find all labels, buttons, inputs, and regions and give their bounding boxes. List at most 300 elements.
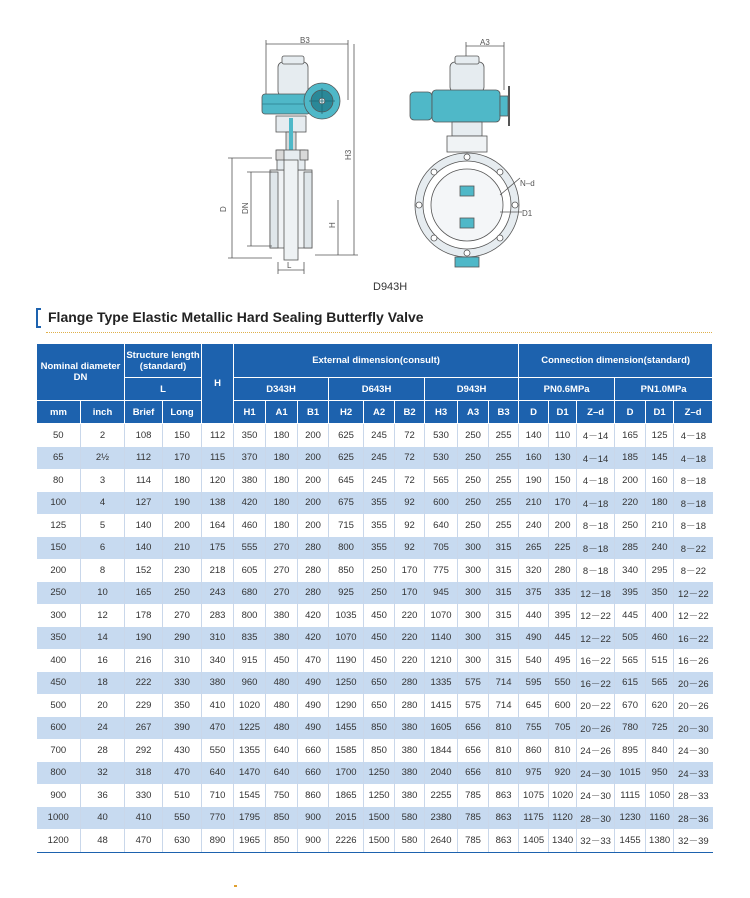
table-cell: 380 [266, 627, 298, 650]
table-cell: 1500 [364, 829, 395, 852]
table-cell: 24－33 [674, 762, 713, 785]
table-cell: 200 [298, 447, 329, 470]
table-cell: 4 [81, 492, 125, 515]
table-cell: 24－26 [577, 739, 615, 762]
table-cell: 170 [395, 559, 425, 582]
table-cell: 160 [519, 447, 549, 470]
table-cell: 12－22 [577, 604, 615, 627]
table-cell: 145 [646, 447, 674, 470]
table-cell: 530 [425, 424, 458, 447]
table-cell: 250 [37, 582, 81, 605]
table-cell: 315 [489, 582, 519, 605]
table-cell: 16－26 [674, 649, 713, 672]
table-cell: 850 [266, 807, 298, 830]
table-cell: 164 [202, 514, 234, 537]
table-cell: 945 [425, 582, 458, 605]
header-pn06: PN0.6MPa [519, 378, 615, 401]
table-cell: 315 [489, 627, 519, 650]
table-cell: 280 [395, 672, 425, 695]
table-cell: 92 [395, 537, 425, 560]
table-cell: 65 [37, 447, 81, 470]
table-cell: 850 [329, 559, 364, 582]
table-cell: 20－22 [577, 694, 615, 717]
table-cell: 245 [364, 469, 395, 492]
table-cell: 180 [266, 514, 298, 537]
table-cell: 270 [266, 537, 298, 560]
header-b2: B2 [395, 401, 425, 424]
table-cell: 575 [458, 694, 489, 717]
page-title: Flange Type Elastic Metallic Hard Sealing Butterfly Valve [48, 309, 424, 325]
table-cell: 656 [458, 762, 489, 785]
table-cell: 1545 [234, 784, 266, 807]
table-cell: 1844 [425, 739, 458, 762]
table-cell: 1020 [549, 784, 577, 807]
table-cell: 355 [364, 537, 395, 560]
table-cell: 640 [202, 762, 234, 785]
table-cell: 1225 [234, 717, 266, 740]
valve-drawing-svg [0, 0, 750, 300]
table-cell: 270 [163, 604, 202, 627]
table-row [37, 672, 713, 695]
table-cell: 6 [81, 537, 125, 560]
table-row [37, 807, 713, 830]
table-cell: 18 [81, 672, 125, 695]
table-cell: 863 [489, 784, 519, 807]
table-cell: 850 [364, 717, 395, 740]
table-cell: 650 [364, 672, 395, 695]
table-row [37, 447, 713, 470]
header-pn06-d: D [519, 401, 549, 424]
table-cell: 890 [202, 829, 234, 852]
table-cell: 108 [125, 424, 163, 447]
dim-b3-label: B3 [300, 36, 310, 45]
table-cell: 380 [395, 784, 425, 807]
table-cell: 255 [489, 514, 519, 537]
table-cell: 200 [298, 424, 329, 447]
table-cell: 265 [519, 537, 549, 560]
table-cell: 680 [234, 582, 266, 605]
table-cell: 210 [163, 537, 202, 560]
table-cell: 1075 [519, 784, 549, 807]
table-cell: 240 [519, 514, 549, 537]
table-cell: 28－33 [674, 784, 713, 807]
table-cell: 575 [458, 672, 489, 695]
dim-d-label: D [219, 206, 228, 212]
table-cell: 280 [298, 582, 329, 605]
table-cell: 300 [458, 604, 489, 627]
table-cell: 1335 [425, 672, 458, 695]
table-cell: 4－18 [577, 469, 615, 492]
table-cell: 300 [458, 649, 489, 672]
table-cell: 267 [125, 717, 163, 740]
table-cell: 810 [489, 739, 519, 762]
table-cell: 92 [395, 492, 425, 515]
table-cell: 515 [646, 649, 674, 672]
table-cell: 240 [646, 537, 674, 560]
table-cell: 20－30 [674, 717, 713, 740]
table-cell: 1160 [646, 807, 674, 830]
table-cell: 250 [364, 582, 395, 605]
header-long: Long [163, 401, 202, 424]
table-cell: 92 [395, 514, 425, 537]
table-cell: 500 [37, 694, 81, 717]
table-cell: 310 [163, 649, 202, 672]
table-cell: 165 [125, 582, 163, 605]
table-cell: 280 [549, 559, 577, 582]
table-cell: 420 [298, 627, 329, 650]
table-cell: 250 [458, 424, 489, 447]
table-cell: 180 [266, 492, 298, 515]
table-cell: 1605 [425, 717, 458, 740]
table-cell: 645 [519, 694, 549, 717]
table-cell: 1865 [329, 784, 364, 807]
table-cell: 255 [489, 447, 519, 470]
table-cell: 300 [458, 559, 489, 582]
table-cell: 725 [646, 717, 674, 740]
table-cell: 863 [489, 807, 519, 830]
table-cell: 490 [298, 672, 329, 695]
table-cell: 250 [458, 514, 489, 537]
table-cell: 190 [125, 627, 163, 650]
table-cell: 480 [266, 694, 298, 717]
table-cell: 656 [458, 739, 489, 762]
table-cell: 900 [298, 829, 329, 852]
table-cell: 225 [549, 537, 577, 560]
footer-mark [234, 885, 237, 887]
table-cell: 280 [298, 559, 329, 582]
table-row [37, 582, 713, 605]
table-cell: 445 [615, 604, 646, 627]
title-divider [46, 332, 712, 333]
table-cell: 170 [549, 492, 577, 515]
table-cell: 700 [37, 739, 81, 762]
table-cell: 550 [202, 739, 234, 762]
table-cell: 2255 [425, 784, 458, 807]
table-cell: 140 [519, 424, 549, 447]
table-cell: 420 [298, 604, 329, 627]
table-cell: 330 [125, 784, 163, 807]
header-a1: A1 [266, 401, 298, 424]
table-cell: 480 [266, 672, 298, 695]
table-cell: 640 [425, 514, 458, 537]
table-cell: 1405 [519, 829, 549, 852]
table-cell: 340 [202, 649, 234, 672]
table-cell: 340 [615, 559, 646, 582]
header-b3: B3 [489, 401, 519, 424]
table-cell: 470 [202, 717, 234, 740]
header-l: L [125, 378, 202, 401]
table-cell: 16 [81, 649, 125, 672]
front-view [410, 42, 522, 267]
table-cell: 850 [364, 739, 395, 762]
table-cell: 8－18 [674, 469, 713, 492]
table-cell: 490 [298, 717, 329, 740]
table-cell: 300 [458, 537, 489, 560]
table-cell: 12－22 [674, 582, 713, 605]
table-cell: 285 [615, 537, 646, 560]
table-cell: 220 [395, 627, 425, 650]
table-cell: 50 [37, 424, 81, 447]
table-cell: 200 [163, 514, 202, 537]
table-cell: 625 [329, 424, 364, 447]
table-cell: 1115 [615, 784, 646, 807]
table-cell: 150 [163, 424, 202, 447]
table-cell: 460 [646, 627, 674, 650]
table-body [37, 424, 713, 853]
table-cell: 12 [81, 604, 125, 627]
table-cell: 140 [125, 537, 163, 560]
table-cell: 80 [37, 469, 81, 492]
table-cell: 12－22 [577, 627, 615, 650]
table-cell: 72 [395, 469, 425, 492]
table-cell: 370 [234, 447, 266, 470]
table-cell: 1500 [364, 807, 395, 830]
table-cell: 350 [163, 694, 202, 717]
table-cell: 580 [395, 829, 425, 852]
table-cell: 210 [646, 514, 674, 537]
table-cell: 660 [298, 762, 329, 785]
table-cell: 5 [81, 514, 125, 537]
table-cell: 280 [298, 537, 329, 560]
table-cell: 620 [646, 694, 674, 717]
table-cell: 229 [125, 694, 163, 717]
table-cell: 1455 [329, 717, 364, 740]
table-row [37, 717, 713, 740]
table-cell: 860 [519, 739, 549, 762]
dim-nd-label: N–d [520, 179, 535, 188]
table-cell: 445 [549, 627, 577, 650]
table-cell: 2 [81, 424, 125, 447]
table-cell: 615 [615, 672, 646, 695]
table-cell: 4－18 [674, 447, 713, 470]
table-cell: 380 [395, 717, 425, 740]
table-cell: 960 [234, 672, 266, 695]
table-cell: 770 [202, 807, 234, 830]
table-cell: 290 [163, 627, 202, 650]
side-view [228, 40, 358, 274]
table-cell: 112 [202, 424, 234, 447]
header-nominal-diameter: Nominal diameter DN [37, 344, 125, 401]
table-cell: 4－14 [577, 424, 615, 447]
table-cell: 20－26 [674, 672, 713, 695]
table-cell: 380 [202, 672, 234, 695]
table-cell: 840 [646, 739, 674, 762]
table-cell: 160 [646, 469, 674, 492]
table-cell: 292 [125, 739, 163, 762]
table-cell: 150 [549, 469, 577, 492]
table-cell: 1230 [615, 807, 646, 830]
table-cell: 640 [266, 739, 298, 762]
header-pn10-zd: Z–d [674, 401, 713, 424]
header-structure-length: Structure length (standard) [125, 344, 202, 378]
table-cell: 8－18 [577, 537, 615, 560]
table-cell: 550 [549, 672, 577, 695]
table-cell: 1190 [329, 649, 364, 672]
table-row [37, 694, 713, 717]
table-cell: 222 [125, 672, 163, 695]
table-cell: 450 [364, 604, 395, 627]
table-cell: 645 [329, 469, 364, 492]
table-cell: 216 [125, 649, 163, 672]
header-pn10: PN1.0MPa [615, 378, 713, 401]
table-cell: 850 [266, 829, 298, 852]
table-cell: 72 [395, 424, 425, 447]
dim-h3-label: H3 [344, 149, 353, 160]
table-cell: 315 [489, 649, 519, 672]
table-cell: 125 [37, 514, 81, 537]
table-cell: 1015 [615, 762, 646, 785]
table-cell: 785 [458, 784, 489, 807]
header-inch: inch [81, 401, 125, 424]
dim-a3-label: A3 [480, 38, 490, 47]
table-cell: 1415 [425, 694, 458, 717]
table-cell: 16－22 [577, 672, 615, 695]
table-row [37, 469, 713, 492]
table-cell: 380 [234, 469, 266, 492]
table-cell: 4－18 [674, 424, 713, 447]
table-cell: 1470 [234, 762, 266, 785]
table-cell: 4－14 [577, 447, 615, 470]
table-row [37, 424, 713, 447]
table-cell: 200 [298, 469, 329, 492]
header-external-dimension: External dimension(consult) [234, 344, 519, 378]
table-cell: 440 [519, 604, 549, 627]
table-cell: 2040 [425, 762, 458, 785]
header-pn10-d1: D1 [646, 401, 674, 424]
table-cell: 28 [81, 739, 125, 762]
table-cell: 565 [425, 469, 458, 492]
table-cell: 1965 [234, 829, 266, 852]
table-cell: 1250 [364, 762, 395, 785]
section-title-bar [36, 306, 712, 330]
table-cell: 470 [298, 649, 329, 672]
table-cell: 150 [37, 537, 81, 560]
table-cell: 36 [81, 784, 125, 807]
table-cell: 380 [395, 762, 425, 785]
header-mm: mm [37, 401, 81, 424]
table-cell: 835 [234, 627, 266, 650]
table-cell: 190 [163, 492, 202, 515]
table-row [37, 762, 713, 785]
table-cell: 120 [202, 469, 234, 492]
table-cell: 810 [489, 762, 519, 785]
table-cell: 895 [615, 739, 646, 762]
header-pn06-d1: D1 [549, 401, 577, 424]
table-cell: 540 [519, 649, 549, 672]
table-cell: 310 [202, 627, 234, 650]
table-cell: 950 [646, 762, 674, 785]
table-cell: 72 [395, 447, 425, 470]
table-cell: 2226 [329, 829, 364, 852]
table-cell: 28－36 [674, 807, 713, 830]
table-cell: 3 [81, 469, 125, 492]
table-cell: 420 [234, 492, 266, 515]
table-cell: 780 [615, 717, 646, 740]
table-cell: 175 [202, 537, 234, 560]
table-cell: 130 [549, 447, 577, 470]
table-cell: 190 [519, 469, 549, 492]
table-cell: 200 [615, 469, 646, 492]
table-cell: 705 [549, 717, 577, 740]
table-cell: 1020 [234, 694, 266, 717]
table-cell: 480 [266, 717, 298, 740]
table-cell: 410 [202, 694, 234, 717]
table-row [37, 559, 713, 582]
table-cell: 24－30 [577, 762, 615, 785]
header-b1: B1 [298, 401, 329, 424]
header-d943h: D943H [425, 378, 519, 401]
table-cell: 640 [266, 762, 298, 785]
table-cell: 1050 [646, 784, 674, 807]
table-cell: 2380 [425, 807, 458, 830]
table-cell: 8－18 [674, 492, 713, 515]
table-cell: 375 [519, 582, 549, 605]
table-cell: 12－18 [577, 582, 615, 605]
table-cell: 1795 [234, 807, 266, 830]
table-cell: 1340 [549, 829, 577, 852]
table-cell: 860 [298, 784, 329, 807]
dim-l-label: L [287, 261, 292, 270]
table-cell: 270 [266, 582, 298, 605]
table-cell: 800 [329, 537, 364, 560]
table-cell: 390 [163, 717, 202, 740]
table-cell: 755 [519, 717, 549, 740]
table-row [37, 649, 713, 672]
table-cell: 775 [425, 559, 458, 582]
table-cell: 1700 [329, 762, 364, 785]
table-cell: 165 [615, 424, 646, 447]
table-cell: 355 [364, 492, 395, 515]
table-cell: 250 [163, 582, 202, 605]
table-row [37, 537, 713, 560]
table-cell: 505 [615, 627, 646, 650]
dim-d1-label: D1 [522, 209, 533, 218]
table-row [37, 604, 713, 627]
table-cell: 650 [364, 694, 395, 717]
table-cell: 110 [549, 424, 577, 447]
table-cell: 925 [329, 582, 364, 605]
table-cell: 220 [395, 649, 425, 672]
table-cell: 660 [298, 739, 329, 762]
table-cell: 330 [163, 672, 202, 695]
table-cell: 180 [266, 424, 298, 447]
table-cell: 300 [458, 582, 489, 605]
table-cell: 510 [163, 784, 202, 807]
table-cell: 220 [395, 604, 425, 627]
table-cell: 24 [81, 717, 125, 740]
table-cell: 180 [646, 492, 674, 515]
table-cell: 920 [549, 762, 577, 785]
table-cell: 400 [646, 604, 674, 627]
table-cell: 170 [395, 582, 425, 605]
table-cell: 243 [202, 582, 234, 605]
table-cell: 16－22 [674, 627, 713, 650]
table-cell: 16－22 [577, 649, 615, 672]
table-cell: 705 [425, 537, 458, 560]
table-cell: 1120 [549, 807, 577, 830]
table-cell: 255 [489, 424, 519, 447]
table-cell: 4－18 [577, 492, 615, 515]
table-cell: 250 [615, 514, 646, 537]
header-pn10-d: D [615, 401, 646, 424]
table-cell: 8－18 [674, 514, 713, 537]
table-cell: 400 [37, 649, 81, 672]
table-cell: 395 [615, 582, 646, 605]
header-d643h: D643H [329, 378, 425, 401]
table-cell: 270 [266, 559, 298, 582]
table-cell: 2½ [81, 447, 125, 470]
table-cell: 125 [646, 424, 674, 447]
